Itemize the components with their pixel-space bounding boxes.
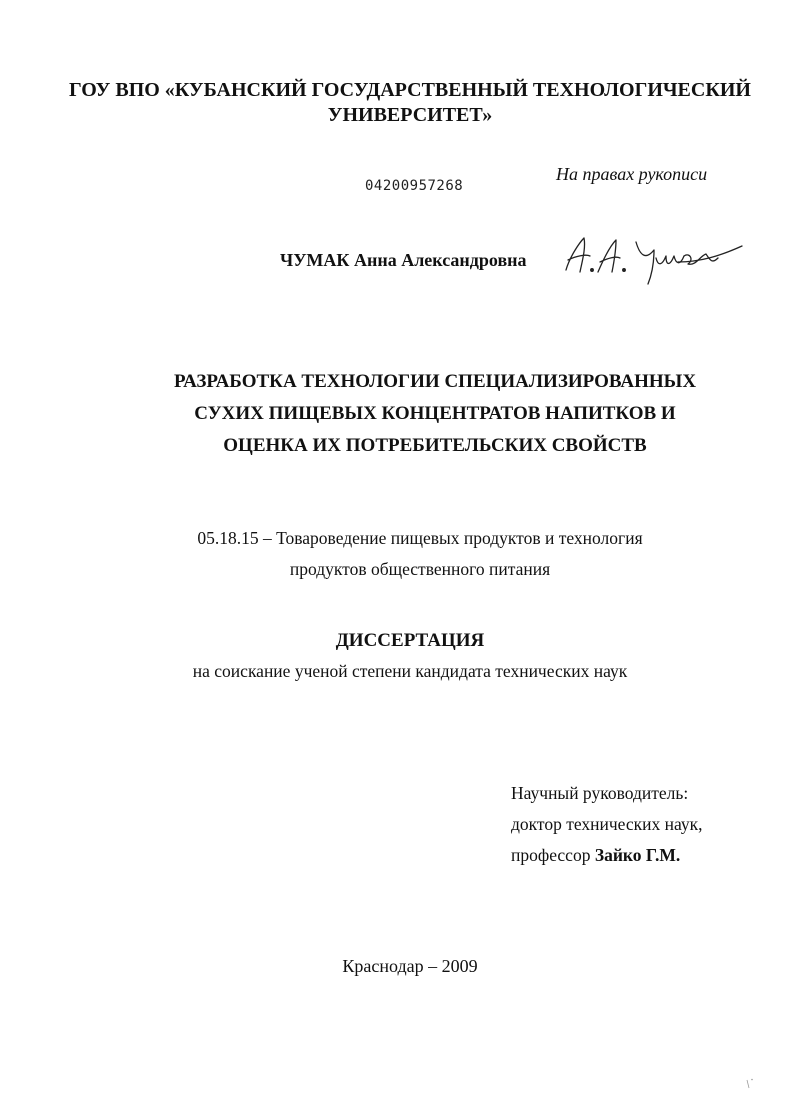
title-line-1: РАЗРАБОТКА ТЕХНОЛОГИИ СПЕЦИАЛИЗИРОВАННЫХ — [173, 371, 697, 392]
supervisor-block — [511, 778, 703, 871]
manuscript-note: На правах рукописи — [556, 164, 708, 184]
author-name: ЧУМАК Анна Александровна — [280, 250, 527, 270]
catalog-number: 04200957268 — [365, 178, 464, 194]
institution-line-2: УНИВЕРСИТЕТ» — [327, 104, 493, 126]
supervisor-degree: доктор технических наук, — [511, 814, 703, 834]
scan-speck — [744, 1078, 754, 1090]
specialty-code — [110, 523, 730, 585]
place-year: Краснодар – 2009 — [342, 956, 478, 976]
document-type: ДИССЕРТАЦИЯ — [335, 630, 485, 651]
signature — [560, 226, 745, 286]
supervisor-label: Научный руководитель: — [511, 783, 689, 803]
institution-line-1: ГОУ ВПО «КУБАНСКИЙ ГОСУДАРСТВЕННЫЙ ТЕХНОЛОГИЧЕСКИЙ — [69, 79, 751, 101]
supervisor-name: Зайко Г.М. — [594, 845, 681, 865]
specialty-line-1: 05.18.15 – Товароведение пищевых продуктов и технология — [197, 528, 643, 548]
degree-line: на соискание ученой степени кандидата технических наук — [192, 661, 628, 681]
supervisor-title: профессор — [511, 845, 591, 865]
specialty-line-2: продуктов общественного питания — [289, 559, 551, 579]
dissertation-title — [100, 366, 770, 462]
supervisor-title-line — [511, 840, 703, 871]
title-line-2: СУХИХ ПИЩЕВЫХ КОНЦЕНТРАТОВ НАПИТКОВ И — [194, 403, 676, 424]
title-line-3: ОЦЕНКА ИХ ПОТРЕБИТЕЛЬСКИХ СВОЙСТВ — [223, 435, 647, 456]
institution-name — [60, 78, 760, 128]
